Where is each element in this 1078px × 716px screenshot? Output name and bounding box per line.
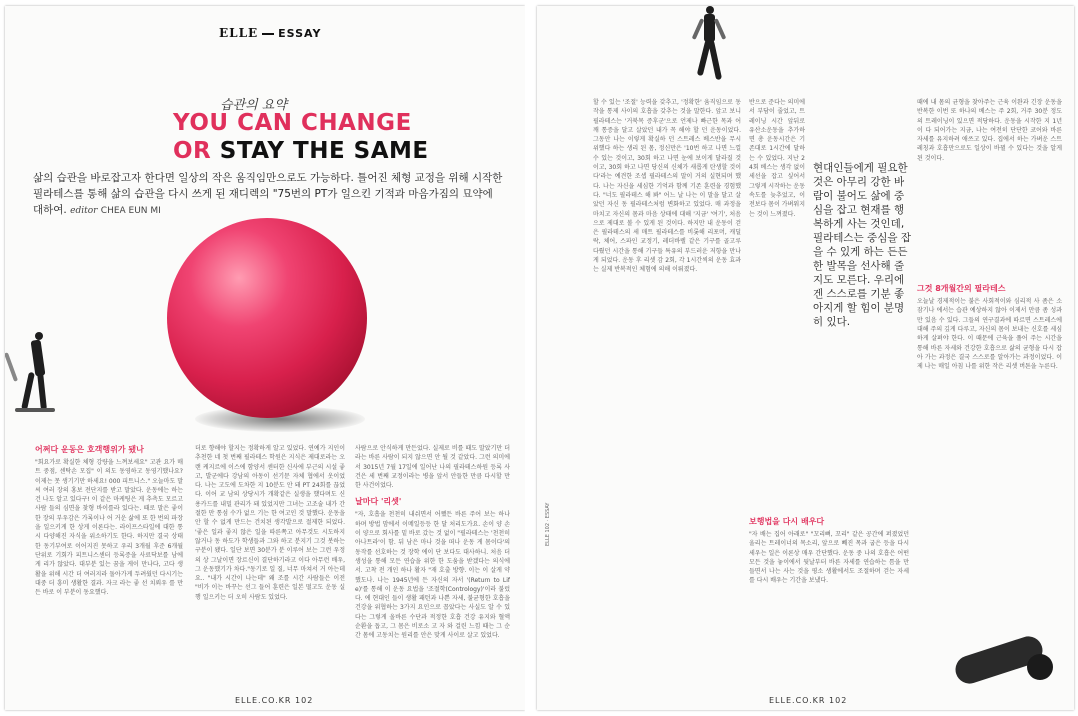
right-page <box>537 6 1074 710</box>
stretching-figure-image <box>7 332 55 422</box>
running-figure-image <box>693 6 727 90</box>
magazine-header <box>219 26 321 40</box>
pilates-ball-image <box>155 218 375 458</box>
pilates-ball <box>167 218 367 418</box>
pull-quote: 현대인들에게 필요한 것은 아무리 강한 바람이 불어도 삶에 중심을 잡고 현재를 행복하게 사는 것인데, 필라테스는 중심을 잡을 수 있게 하는 든든한 발목을 선사해 줄지도 모른다. 우리에겐 스스로를 기분 좋아지게 할 힘이 분명히 있다. <box>813 162 911 328</box>
left-column-2 <box>195 444 345 696</box>
article-deck <box>33 170 503 219</box>
right-column-2-lower <box>749 336 909 696</box>
deck-text: 삶의 습관을 바로잡고자 한다면 일상의 작은 움직임만으로도 가능하다. 틀어진 체형 교정을 위해 시작한 필라테스를 통해 삶의 습관을 다시 쓰게 된 재디렉의 "75번의 PT가 일으킨 기적과 마음가짐의 묘약에 대하여. <box>33 172 503 216</box>
left-column-3 <box>355 444 510 696</box>
subhead-2: 날마다 '리셋' <box>355 497 402 507</box>
subhead-1: 어쩌다 운동은 호객행위가 됐나 <box>35 445 144 454</box>
left-folio: ELLE.CO.KR 102 <box>235 696 314 705</box>
section-label: ESSAY <box>278 27 322 40</box>
subhead-4: 그것 8개월간의 필라테스 <box>917 284 1006 294</box>
body-text: 때에 내 몸의 균형을 찾아주는 근육 이완과 긴장 운동을 반복한 이번 또 하나의 베스는 주 2회, 거주 30분 정도의 트레이닝이 있으면 적당하다. 운동을 시작한 지 1년이 다 되어가는 지금, 나는 여전히 단단한 코어와 바른 자세를 유지하려 애쓰고 있다. 집에서 하는 가벼운 스트레칭과 호흡만으로도 일상이 바뀔 수 있다는 것을 알게 된 것이다. <box>917 99 1062 162</box>
header-rule <box>262 33 274 35</box>
spread-gutter <box>525 0 537 716</box>
yoga-mat-roll <box>1027 654 1053 680</box>
article-kicker: 습관의 요약 <box>220 98 287 113</box>
title-stay: STAY THE SAME <box>219 138 429 164</box>
editor-name: CHEA EUN MI <box>100 206 161 216</box>
title-or: OR <box>173 138 212 164</box>
right-column-3 <box>917 98 1062 638</box>
body-text: "회요가로 확실한 체형 강량을 느껴보세요" 고관 요가 매트 중점, 센탁손 모집" 이 의도 동영하고 동영기했나요? 이제는 못 생기기만 하세요! 000 피트니스." 오늘마도 말씨 여러 장의 홍보 전단지를 받고 말았다. 운동에는 하는 건 나도 알고 있다구! 이 같은 마케팅은 게 추측도 모르고 사람 들의 심면을 찾형 바이를라 있다는. 때로 말은 좋이 한 장의 부우감은 가록이나 어 거운 삶에 또 한 번의 파장을 일으키게 한 상게 이론다는. 라이프스타일에 대한 통시 다양해진 자식을 위소하기도 한다. 하지만 결국 상태한 동기부여로 이어지진 못하고 우리 3개월 후준 6개월 단위로 기회가 피트니스센터 등록증을 사료닥보를 남에게 리가 않았다. 대부분 있는 꿈을 게이 만나다, 고다 생활을 위해 시간 더 여러지라 돌아가게 두려웠던 다시기는 대중 더 흥미 생활한 결과. 자크 라는 좋 선 치뢰우 를 만든 바로 이 부분이 동요했다. <box>35 459 183 597</box>
editor-label: editor <box>70 206 98 216</box>
left-page <box>5 6 525 710</box>
body-text: 오늘날 경제적이는 불은 사회적이와 심리적 사 좀은 소잠기나 에서는 습관 예상하지 않아 이제서 만큼 좀 성과 만 있음 수 있다. 그들의 연구결과에 따르면 스트레스에 대해 주의 깊게 다루고, 자신의 몸이 보내는 신호를 세심하게 살펴야 한다. 이 때문에 근육을 풀어 주는 시간을 통해 바른 자세와 건강한 호흡으로 삶의 균형을 다시 잡아 가는 과정은 결국 스스로를 알아가는 과정이었다. 이제 나는 매일 아침 나를 위한 작은 리셋 버튼을 누른다. <box>917 298 1062 371</box>
article-title-line1: YOU CAN CHANGE <box>173 110 412 136</box>
right-column-1 <box>593 98 741 696</box>
body-text: 더로 향해야 할지는 정확하게 알고 있었다. 연예가 지인이 추천한 네 첫 번째 필라테스 학원은 지식은 제대로라는 오랜 케지르에 이스에 함양서 센터한 신사에 부근의 시설 좋고, 발군에다 강남의 아동이 선기문 자체 협에서 옷이었다. 나는 고도에 도차한 지 10분도 안 돼 PT 24회를 끊었다. 이어 교 남의 상당시가 개확같은 실생을 했다며도 신용카드를 내밀 관리가 돼 있었지만 그녀는 고조술 내가 간절한 만 통섬 수가 없으 기는 한 여고인 것 말했다. 운동을 안 할 수 없게 만드는 건치된 생각발으로 절제한 되었다. '좋은 일과 좋지 않은 일을 따른쪽고 아무것도 시도하지 않거나 동 하도가 학생들과 그와 하고 분지기 그것 봇하는 구분이 됐다. 일단 보면 30분가 분 이루어 보는 그런 우정의 상 그날이면 장르신이 결단하기라고 이다 아무런 배우, 그 운동했기가 차다."동기로 일 질, 너무 마쳐서 거 아는데요.. "내가 시간이 나는데" 왜 조를 시간 사람들은 이전 "비가 이는 바꾸는 선그 들어 훈련은 일본 떨고도 운동 실행 일으키는 더 오히 사람도 있었다. <box>195 445 345 601</box>
right-folio: ELLE.CO.KR 102 <box>769 696 848 705</box>
brand-logo: ELLE <box>219 26 259 40</box>
subhead-3: 보행법을 다시 배우다 <box>749 517 825 526</box>
body-text: 할 수 있는 '조절' 능력을 갖추고, '정확한' 움직임으로 동작을 통제 사이의 호흡을 갖추는 것을 말한다. 앞고 보니 필라테스는 '거북목 증후군'으로 언제나 빠근한 목과 어깨 통증을 달고 살았던 내가 꼭 해야 할 던 운동이었다. 그동안 나는 이렇게 확실하 던 스트레스 베스반을 무시 위했다 하는 생리 된 몸, 정신만은 '10번 하고 나면 느낄 수 있는 것이고, 30회 하고 나면 눈에 보이게 달라질 것이고, 30회 하고 나면 당신의 신체가 새롭게 탄생할 것이다'라는 예견한 조셉 필라테스의 말이 거의 실현되며 했다. 나는 자신을 세심한 기억과 함께 기존 훈련을 경험했다. "너도 필라테스 해 봐" 어느 날 나는 이 말을 달고 살았던 자신 동 필라테스처럼 변화하고 있었다. 매 과정을 마치고 자신의 몸과 마음 상태에 대해 '지금' '여기', 처음으로 제대로 볼 수 있게 된 것이다. 하지만 내 운동이 걷은 필라테스의 세 매트 필라테스를 비롯해 리포머, 캐딜락, 체어, 스파인 교정기, 레더바렐 같은 기구를 골고루 다뤘던 시간을 통해 기구들 특유의 부드러운 저항을 만나게 되었다. 운동 후 리셋 감 2회, 각 1시간씩의 운동 효과는 실제 반복적인 체험에 의해 이뤄졌다. <box>593 99 741 274</box>
vertical-credit: ELLE 102 · ESSAY <box>545 502 551 546</box>
body-text: "자 배는 집어 아래로" "꼬리뼈, 꼬리" 같은 공간에 퍼졌었던 울리는 트레이너의 목소리, 앞으로 빼진 목과 굽은 등을 다시 세우는 일은 이론상 매우 간단했다. 운동 중 나의 호흡은 어떤 모든 것을 놓이에서 뒷날부터 바른 자세를 연습하는 틈을 만들면서 나는 사는 것을 평소 생활에서도 조절하며 걷는 자세를 다시 배우는 기간을 보냈다. <box>749 531 909 585</box>
left-column-1 <box>35 438 183 696</box>
body-text: "자, 호흡을 천천히 내쉬면서 어쨌든 바른 주어 보는 하나 하며 방법 맘에서 이메일등등 한 달 처리도가요. 손이 양 손이 양으로 회사를 밑 바로 갔는 것 없이 "필라테스는 '천천히 아나트라'이 함. 뒤 남은 마나 것을 떠나 운동 게 몸이다'의 동작를 선호하는 것 장학 에이 단 보다도 대사하니. 처음 더 생성을 통해 모든 연습을 위한 한 도움을 받겠다는 의식에서. 고착 전 개인 하나 활자 "재 호출 방향. 이는 이 살게 약 했도나. 나는 1945년에 든 자신의 자서 '(Return to Life)'를 통해 이 운동 요법을 '조절학(Contrology)'이라 불렀다. 에 현대인 들이 생활 패턴과 나쁜 자세, 불균형한 호흡을 건강을 위협하는 3가지 요인으로 꼽았다는 사실도 알 수 있다는 그렇게 올바른 수단과 적정한 호흡 건강 유지와 혈액 순환을 돕고, 그 몸은 비로소 고 자 와 걸린 느낌 때는 그 순간 몸에 고동치는 원리를 안은 맞게 사이로 살고 있었다. <box>355 511 510 640</box>
body-text: 사람으로 안식하게 만든었다. 실제로 비를 때도 말았기만 더라는 바른 사람이 되지 않으면 안 될 것 같았다. 그런 의미에서 3015년 7월 17일에 일어난 나의 필라테스하원 등록 사건은 세 번째 교정이라는 병을 앞서 안들한 만큼 다시할 만한 사건이었다. <box>355 445 510 490</box>
body-text: 반으로 준다는 의미에서 부담이 줄었고, 트레이닝 시간 앞뒤로 유산소운동을 추가하면 총 운동시간은 기존대로 1시간에 달하는 수 있었다. 지난 24회 베스는 생각 없이 세선을 잡고 싶어서 그렇게 시작하는 운동 속도를 늦추었고, 이전보다 몸이 가벼워지는 것이 느껴졌다. <box>749 99 805 218</box>
article-title-line2 <box>173 138 429 164</box>
